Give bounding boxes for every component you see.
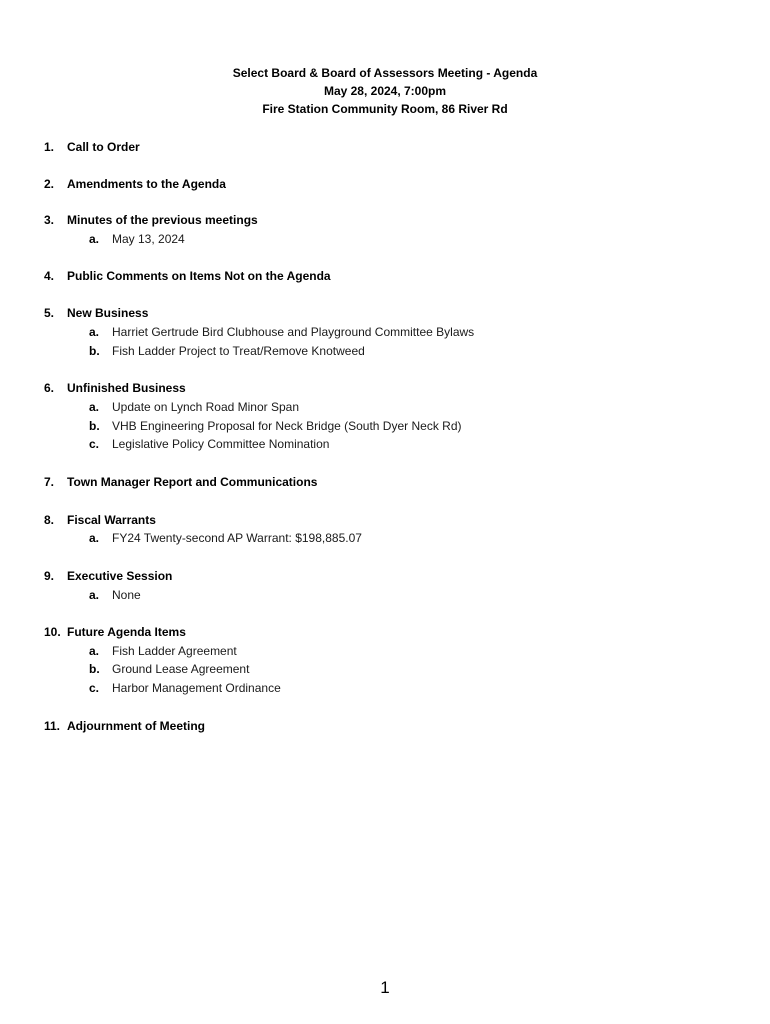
- subitem-letter: c.: [89, 681, 100, 695]
- item-number: 5.: [44, 306, 55, 320]
- subitem-letter: c.: [89, 437, 100, 451]
- item-title: Executive Session: [67, 569, 173, 583]
- subitem-letter: a.: [89, 588, 100, 602]
- meeting-location: Fire Station Community Room, 86 River Rd: [262, 102, 508, 116]
- item-title: Unfinished Business: [67, 381, 186, 395]
- agenda-subitem: [0, 587, 770, 605]
- subitem-text: Ground Lease Agreement: [112, 662, 250, 676]
- subitem-text: Fish Ladder Agreement: [112, 644, 237, 658]
- subitem-text: Update on Lynch Road Minor Span: [112, 400, 300, 414]
- agenda-subitem: [0, 324, 770, 342]
- item-number: 7.: [44, 475, 55, 489]
- subitem-letter: a.: [89, 232, 100, 246]
- item-title: Town Manager Report and Communications: [67, 475, 318, 489]
- subitem-letter: b.: [89, 344, 100, 358]
- item-title: Minutes of the previous meetings: [67, 213, 258, 227]
- item-title: Amendments to the Agenda: [67, 177, 226, 191]
- subitem-text: Fish Ladder Project to Treat/Remove Knotweed: [112, 344, 365, 358]
- item-number: 2.: [44, 177, 55, 191]
- subitem-letter: b.: [89, 662, 100, 676]
- item-title: Adjournment of Meeting: [67, 719, 205, 733]
- item-title: Public Comments on Items Not on the Agenda: [67, 269, 331, 283]
- subitem-text: None: [112, 588, 141, 602]
- agenda-subitem: [0, 231, 770, 249]
- agenda-subitem: [0, 343, 770, 361]
- meeting-date-time: May 28, 2024, 7:00pm: [323, 84, 447, 98]
- subitem-letter: a.: [89, 325, 100, 339]
- item-title: New Business: [67, 306, 149, 320]
- subitem-letter: a.: [89, 400, 100, 414]
- item-number: 8.: [44, 513, 55, 527]
- agenda-subitem: [0, 399, 770, 417]
- agenda-subitem: [0, 418, 770, 436]
- item-title: Call to Order: [67, 140, 140, 154]
- item-number: 4.: [44, 269, 55, 283]
- agenda-subitem: [0, 643, 770, 661]
- item-number: 9.: [44, 569, 55, 583]
- subitem-letter: a.: [89, 644, 100, 658]
- agenda-subitem: [0, 530, 770, 548]
- item-number: 1.: [44, 140, 55, 154]
- item-number: 3.: [44, 213, 55, 227]
- agenda-subitem: [0, 436, 770, 454]
- page-number: 1: [380, 978, 390, 997]
- subitem-text: FY24 Twenty-second AP Warrant: $198,885.07: [112, 531, 362, 545]
- subitem-text: VHB Engineering Proposal for Neck Bridge (South Dyer Neck Rd): [112, 419, 462, 433]
- subitem-letter: a.: [89, 531, 100, 545]
- subitem-text: Harriet Gertrude Bird Clubhouse and Playground Committee Bylaws: [112, 325, 475, 339]
- item-number: 10.: [44, 625, 61, 639]
- item-title: Future Agenda Items: [67, 625, 186, 639]
- item-number: 6.: [44, 381, 55, 395]
- subitem-letter: b.: [89, 419, 100, 433]
- item-number: 11.: [44, 719, 61, 733]
- agenda-subitem: [0, 661, 770, 679]
- subitem-text: Harbor Management Ordinance: [112, 681, 281, 695]
- subitem-text: May 13, 2024: [112, 232, 185, 246]
- item-title: Fiscal Warrants: [67, 513, 156, 527]
- agenda-title: Select Board & Board of Assessors Meeting - Agenda: [232, 66, 538, 80]
- subitem-text: Legislative Policy Committee Nomination: [112, 437, 330, 451]
- agenda-subitem: [0, 680, 770, 698]
